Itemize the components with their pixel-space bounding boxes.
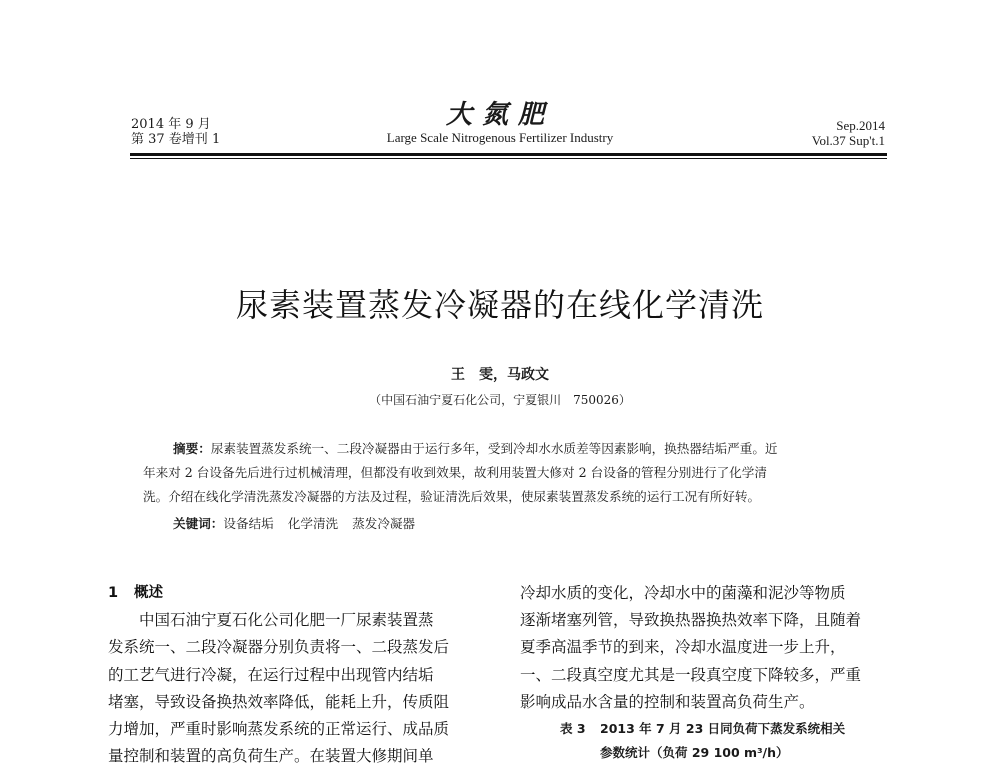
keywords	[173, 512, 415, 536]
abstract-label: 摘要：	[173, 441, 211, 456]
abstract-line-3: 洗。介绍在线化学清洗蒸发冷凝器的方法及过程，验证清洗后效果，使尿素装置蒸发系统的运行工况有所好转。	[143, 489, 761, 504]
body-line: 堵塞，导致设备换热效率降低，能耗上升，传质阻	[108, 692, 450, 711]
body-line: 的工艺气进行冷凝，在运行过程中出现管内结垢	[108, 665, 434, 684]
table-caption-text-1: 2013 年 7 月 23 日同负荷下蒸发系统相关	[600, 721, 846, 736]
journal-masthead	[350, 100, 650, 145]
body-column-left	[108, 580, 492, 770]
abstract-line-1	[143, 437, 871, 461]
keywords-label: 关键词：	[173, 516, 224, 531]
body-line: 中国石油宁夏石化公司化肥一厂尿素装置蒸	[139, 611, 434, 630]
table-caption-line-2: 参数统计（负荷 29 100 m³/h）	[600, 745, 789, 760]
keyword-2: 化学清洗	[287, 516, 339, 531]
section-title: 概述	[134, 585, 163, 601]
body-line: 夏季高温季节的到来，冷却水温度进一步上升，	[520, 638, 846, 657]
abstract-text-1: 尿素装置蒸发系统一、二段冷凝器由于运行多年，受到冷却水水质差等因素影响，换热器结垢严重。近	[210, 441, 778, 456]
table-number: 表 3	[560, 721, 586, 736]
body-line: 影响成品水含量的控制和装置高负荷生产。	[520, 692, 815, 711]
abstract-line-2: 年来对 2 台设备先后进行过机械清理，但都没有收到效果，故利用装置大修对 2 台设备的管程分别进行了化学清	[143, 465, 767, 480]
journal-logo-cn: 大氮肥	[445, 100, 554, 130]
body-line: 发系统一、二段冷凝器分别负责将一、二段蒸发后	[108, 638, 450, 657]
running-header-left	[131, 117, 220, 147]
article-title: 尿素装置蒸发冷凝器的在线化学清洗	[235, 286, 764, 324]
issue-volume-cn: 第 37 卷增刊 1	[131, 132, 221, 147]
table-caption-line-1	[520, 717, 904, 741]
keyword-3: 蒸发冷凝器	[352, 516, 416, 531]
header-rule-thick	[130, 153, 887, 156]
body-line: 冷却水质的变化，冷却水中的菌藻和泥沙等物质	[520, 584, 846, 602]
section-number: 1	[108, 585, 119, 601]
journal-name-en: Large Scale Nitrogenous Fertilizer Industry	[386, 130, 614, 145]
table-caption	[520, 717, 904, 765]
body-line: 一、二段真空度尤其是一段真空度下降较多，严重	[520, 665, 862, 684]
body-line: 力增加，严重时影响蒸发系统的正常运行、成品质	[108, 720, 450, 739]
header-rule-thin	[130, 158, 887, 159]
article-affiliation: （中国石油宁夏石化公司，宁夏银川 750026）	[369, 393, 631, 407]
issue-date-cn: 2014 年 9 月	[131, 117, 211, 132]
body-column-right	[520, 580, 904, 716]
issue-date-en: Sep.2014	[836, 118, 885, 133]
issue-volume-en: Vol.37 Sup't.1	[811, 133, 885, 148]
body-line: 逐渐堵塞列管，导致换热器换热效率下降，且随着	[520, 611, 862, 630]
body-line: 量控制和装置的高负荷生产。在装置大修期间单	[108, 747, 434, 766]
section-heading	[108, 580, 492, 607]
keyword-1: 设备结垢	[223, 516, 274, 531]
running-header-right	[812, 118, 885, 148]
article-authors: 王 雯，马政文	[451, 367, 549, 383]
abstract	[143, 437, 871, 509]
